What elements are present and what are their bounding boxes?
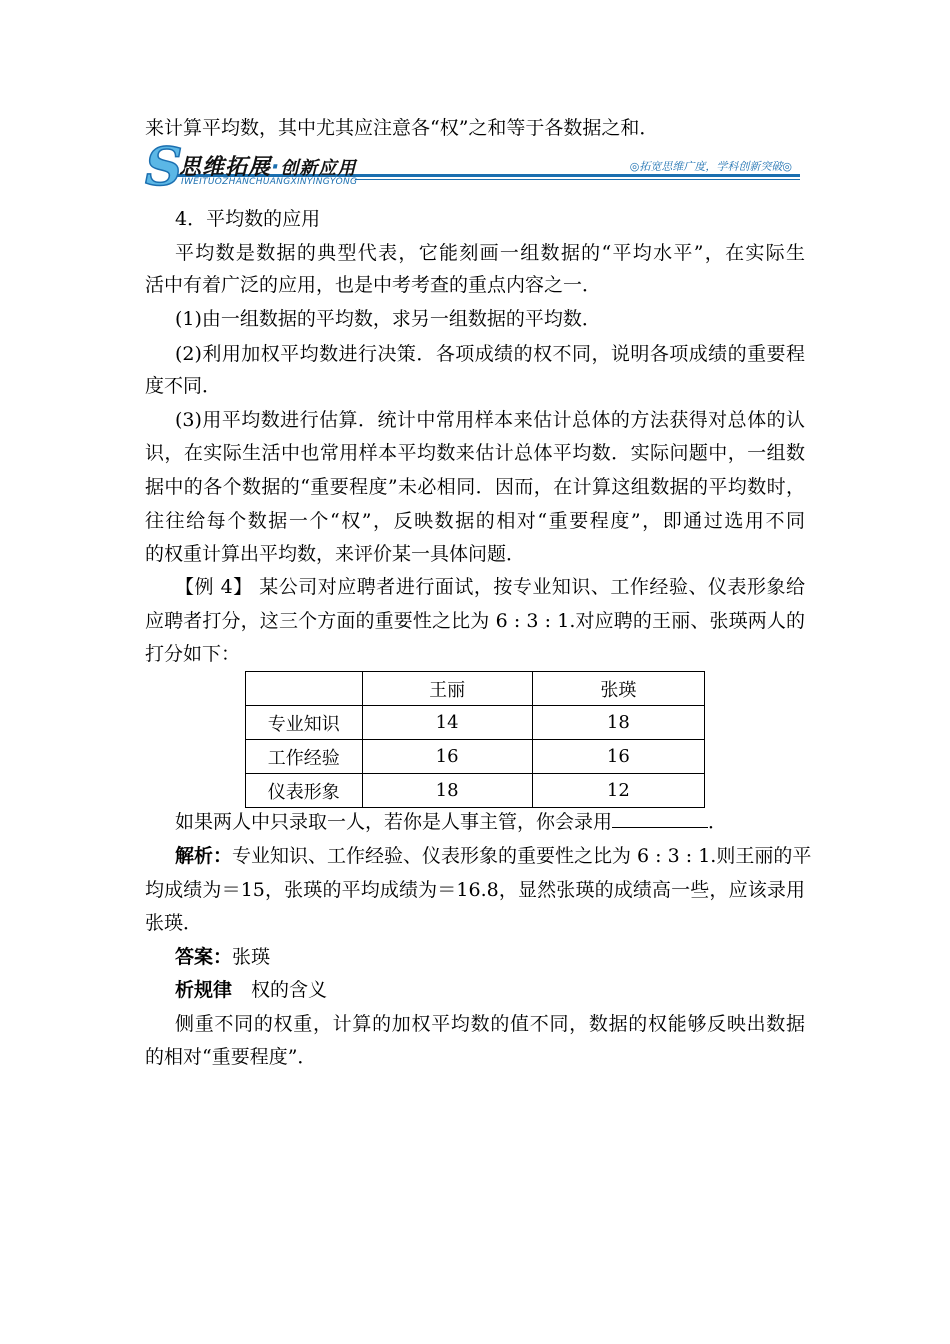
question-end: ． xyxy=(708,811,728,833)
rule-label: 析规律 xyxy=(175,979,233,1001)
table-row xyxy=(246,740,705,774)
table-row xyxy=(246,706,705,740)
list-item: (1)由一组数据的平均数，求另一组数据的平均数． xyxy=(175,308,601,330)
table-cell: 14 xyxy=(362,706,532,740)
solution-line: 张瑛． xyxy=(145,912,203,934)
paragraph-line: 的权重计算出平均数，来评价某一具体问题． xyxy=(145,543,526,565)
solution-text: 专业知识、工作经验、仪表形象的重要性之比为 6 : 3 : 1.则王丽的平 xyxy=(232,845,812,867)
table-cell: 12 xyxy=(532,774,704,808)
table-cell: 工作经验 xyxy=(246,740,363,774)
question-line xyxy=(175,807,727,835)
paragraph-line: 识，在实际生活中也常用样本平均数来估计总体平均数．实际问题中，一组数 xyxy=(145,442,805,464)
example-line xyxy=(175,574,805,600)
answer-line xyxy=(175,944,270,970)
table-header-cell: 王丽 xyxy=(362,672,532,706)
answer-value: 张瑛 xyxy=(232,946,271,968)
example-line: 应聘者打分，这三个方面的重要性之比为 6 : 3 : 1.对应聘的王丽、张瑛两人的 xyxy=(145,610,805,632)
rule-text-line: 侧重不同的权重，计算的加权平均数的值不同，数据的权能够反映出数据 xyxy=(175,1013,805,1035)
section-banner xyxy=(145,137,800,198)
banner-letter: S xyxy=(145,137,183,198)
paragraph-line: 平均数是数据的典型代表，它能刻画一组数据的“平均水平”，在实际生 xyxy=(175,242,805,264)
table-cell: 16 xyxy=(362,740,532,774)
score-table xyxy=(245,671,705,808)
list-item: (3)用平均数进行估算．统计中常用样本来估计总体的方法获得对总体的认 xyxy=(175,409,805,431)
table-row xyxy=(246,774,705,808)
question-text: 如果两人中只录取一人，若你是人事主管，你会录用 xyxy=(175,811,613,833)
table-cell: 18 xyxy=(532,706,704,740)
example-text: 某公司对应聘者进行面试，按专业知识、工作经验、仪表形象给 xyxy=(259,576,805,598)
banner-title-main: 思维拓展 xyxy=(179,155,272,180)
intro-line: 来计算平均数，其中尤其应注意各“权”之和等于各数据之和． xyxy=(145,117,659,139)
section-heading: 4．平均数的应用 xyxy=(175,208,321,230)
answer-label: 答案： xyxy=(175,946,233,968)
table-header-cell: 张瑛 xyxy=(532,672,704,706)
example-label: 【例 4】 xyxy=(175,576,253,598)
solution-label: 解析： xyxy=(175,845,233,867)
example-line: 打分如下： xyxy=(145,643,241,665)
banner-rule-thin xyxy=(355,179,800,180)
rule-topic: 权的含义 xyxy=(251,979,328,1001)
paragraph-line: 据中的各个数据的“重要程度”未必相同．因而，在计算这组数据的平均数时， xyxy=(145,476,805,498)
banner-dot-icon: · xyxy=(271,155,281,180)
rule-text-line: 的相对“重要程度”． xyxy=(145,1046,317,1068)
paragraph-line: 活中有着广泛的应用，也是中考考查的重点内容之一． xyxy=(145,274,602,296)
banner-slogan: ◎拓宽思维广度，学科创新突破◎ xyxy=(629,160,792,173)
table-header-row xyxy=(246,672,705,706)
table-cell: 18 xyxy=(362,774,532,808)
banner-subtitle: 创新应用 xyxy=(280,158,357,179)
banner-pinyin: IWEITUOZHANCHUANGXINYINGYONG xyxy=(181,177,358,187)
table-header-cell xyxy=(246,672,363,706)
table-cell: 16 xyxy=(532,740,704,774)
paragraph-line: 度不同． xyxy=(145,375,222,397)
answer-blank xyxy=(612,807,708,828)
paragraph-line: 往往给每个数据一个“权”，反映数据的相对“重要程度”，即通过选用不同 xyxy=(145,510,805,532)
list-item: (2)利用加权平均数进行决策．各项成绩的权不同，说明各项成绩的重要程 xyxy=(175,343,805,365)
solution-line xyxy=(175,843,812,869)
solution-line: 均成绩为＝15，张瑛的平均成绩为＝16.8，显然张瑛的成绩高一些，应该录用 xyxy=(145,879,805,901)
table-cell: 仪表形象 xyxy=(246,774,363,808)
table-cell: 专业知识 xyxy=(246,706,363,740)
rule-line xyxy=(175,977,327,1003)
